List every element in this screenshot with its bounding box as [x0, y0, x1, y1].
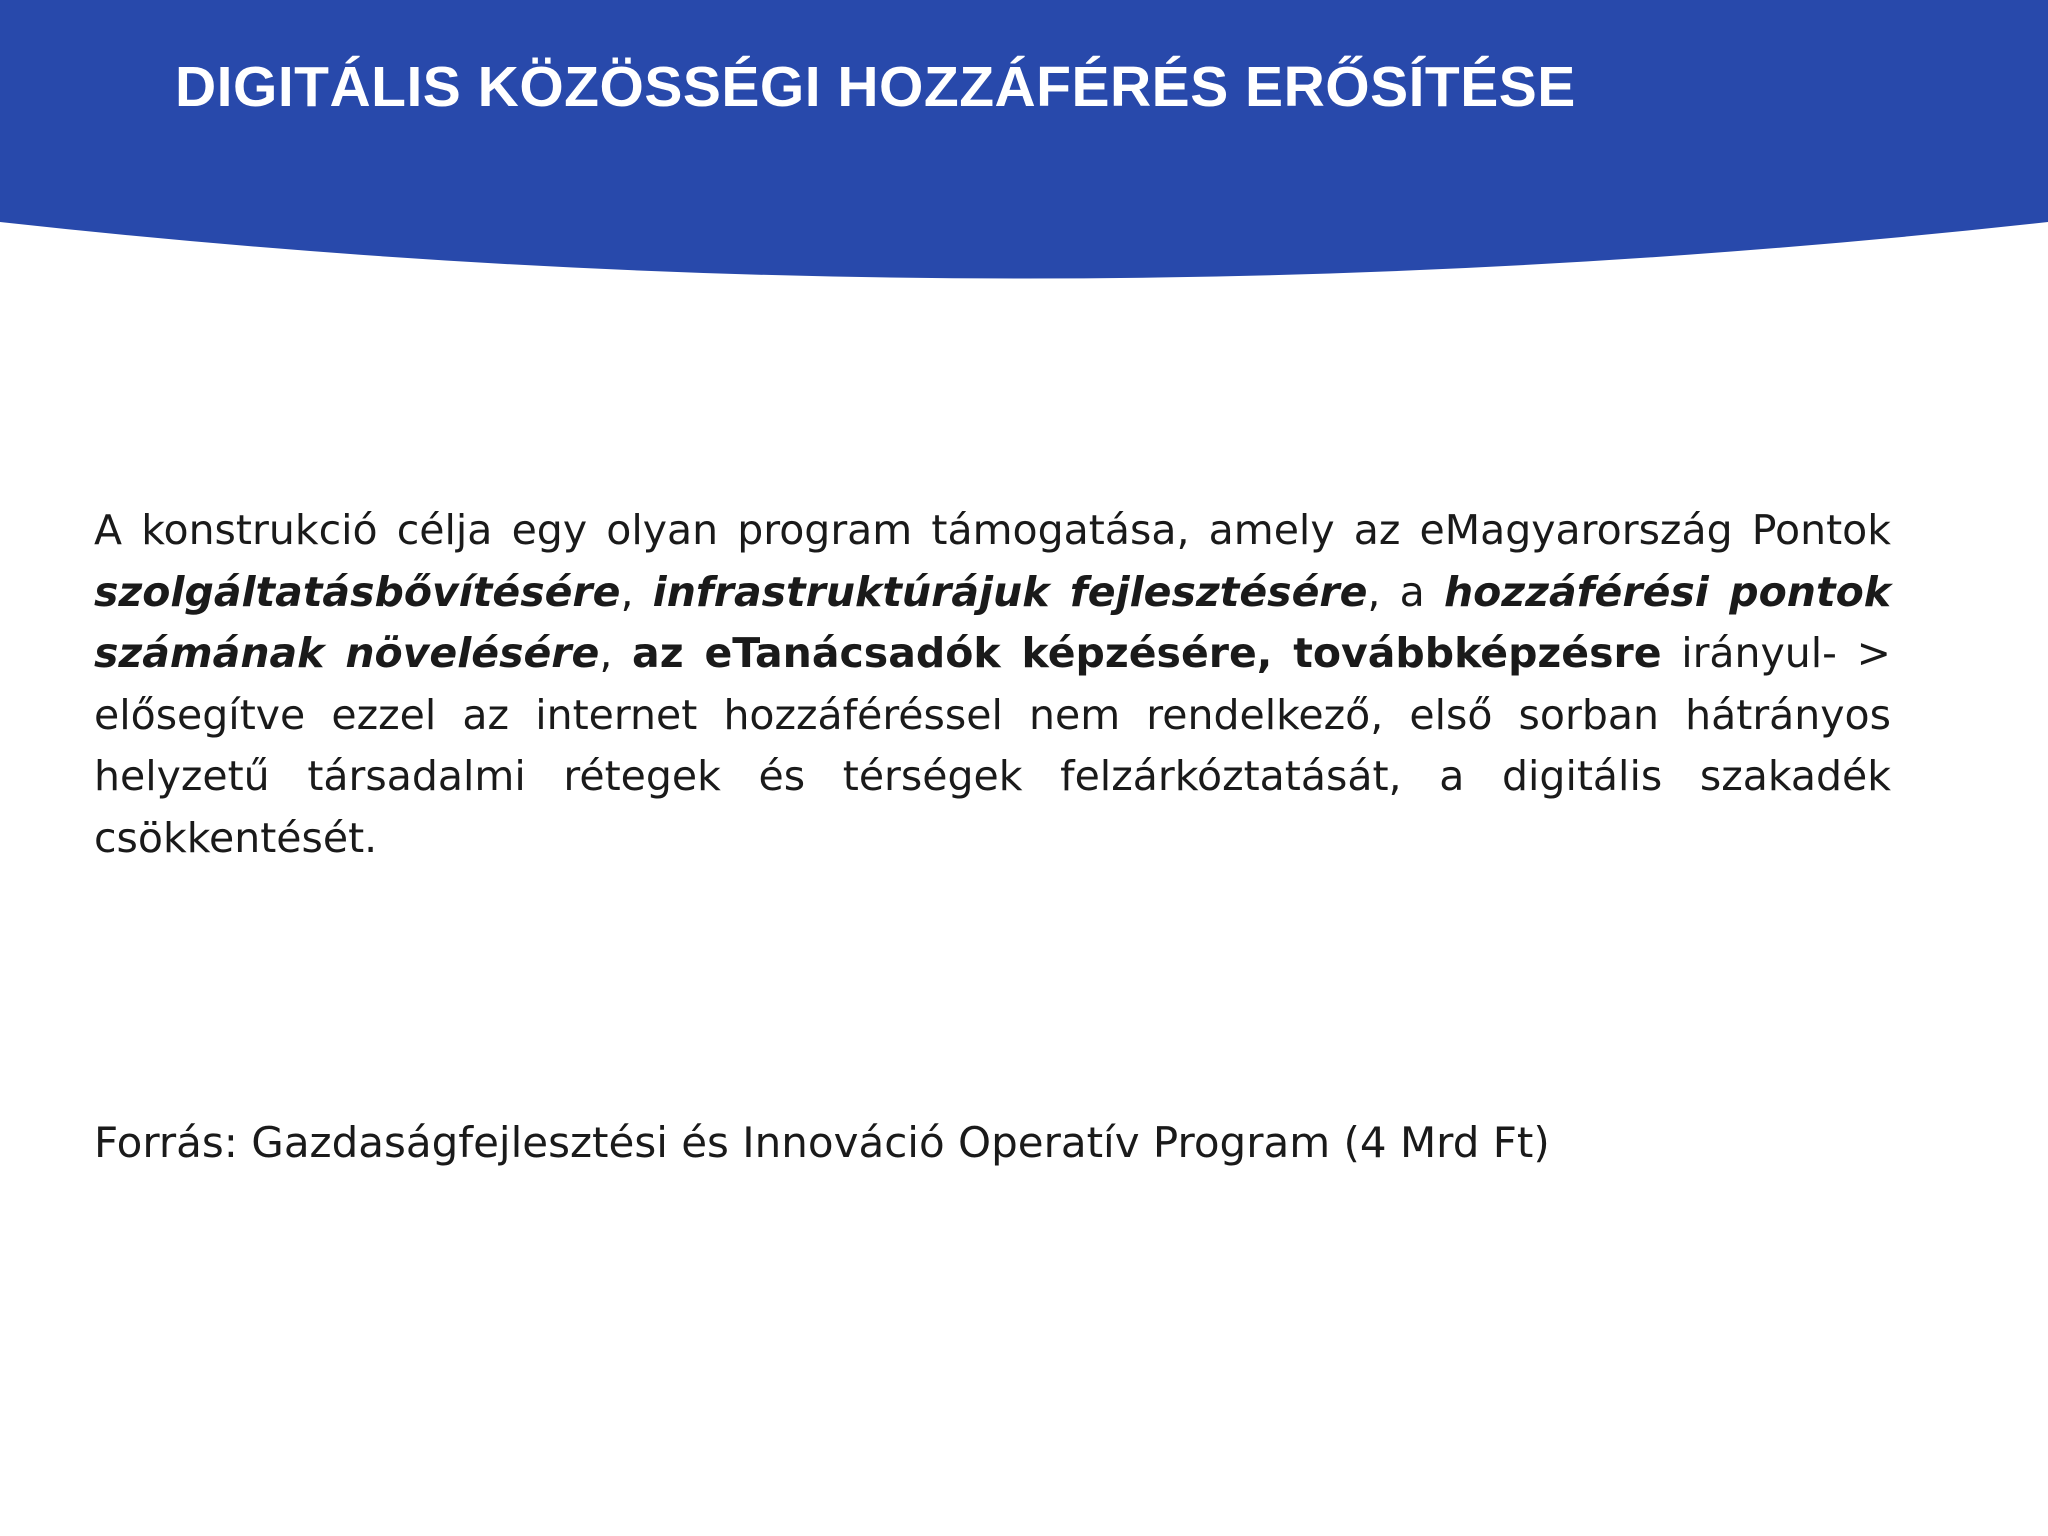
separator-1: , — [620, 567, 653, 616]
body-paragraph — [94, 500, 1891, 869]
emphasis-service-expansion: szolgáltatásbővítésére — [94, 567, 621, 616]
emphasis-infrastructure: infrastruktúrájuk fejlesztésére — [652, 567, 1368, 616]
slide-title: DIGITÁLIS KÖZÖSSÉGI HOZZÁFÉRÉS ERŐSÍTÉSE — [175, 55, 1576, 119]
emphasis-access-points: hozzáférési pontok számának növelésére — [94, 567, 1891, 677]
separator-2: , a — [1367, 567, 1444, 616]
separator-3: , — [599, 629, 633, 677]
header-banner-shape — [0, 0, 2048, 279]
source-note: Forrás: Gazdaságfejlesztési és Innováció Operatív Program (4 Mrd Ft) — [94, 1118, 1550, 1167]
body-text-intro: A konstrukció célja egy olyan program támogatása, amely az eMagyarország Pontok — [94, 506, 1891, 554]
header-banner — [0, 0, 2048, 290]
body-text-outro: irányul- > elősegítve ezzel az internet hozzáféréssel nem rendelkező, első sorban hátrányos helyzetű társadalmi rétegek és térségek felzárkóztatását, a digitális szakadék csökkentését. — [94, 629, 1891, 862]
emphasis-training: az eTanácsadók képzésére, továbbképzésre — [632, 629, 1662, 677]
